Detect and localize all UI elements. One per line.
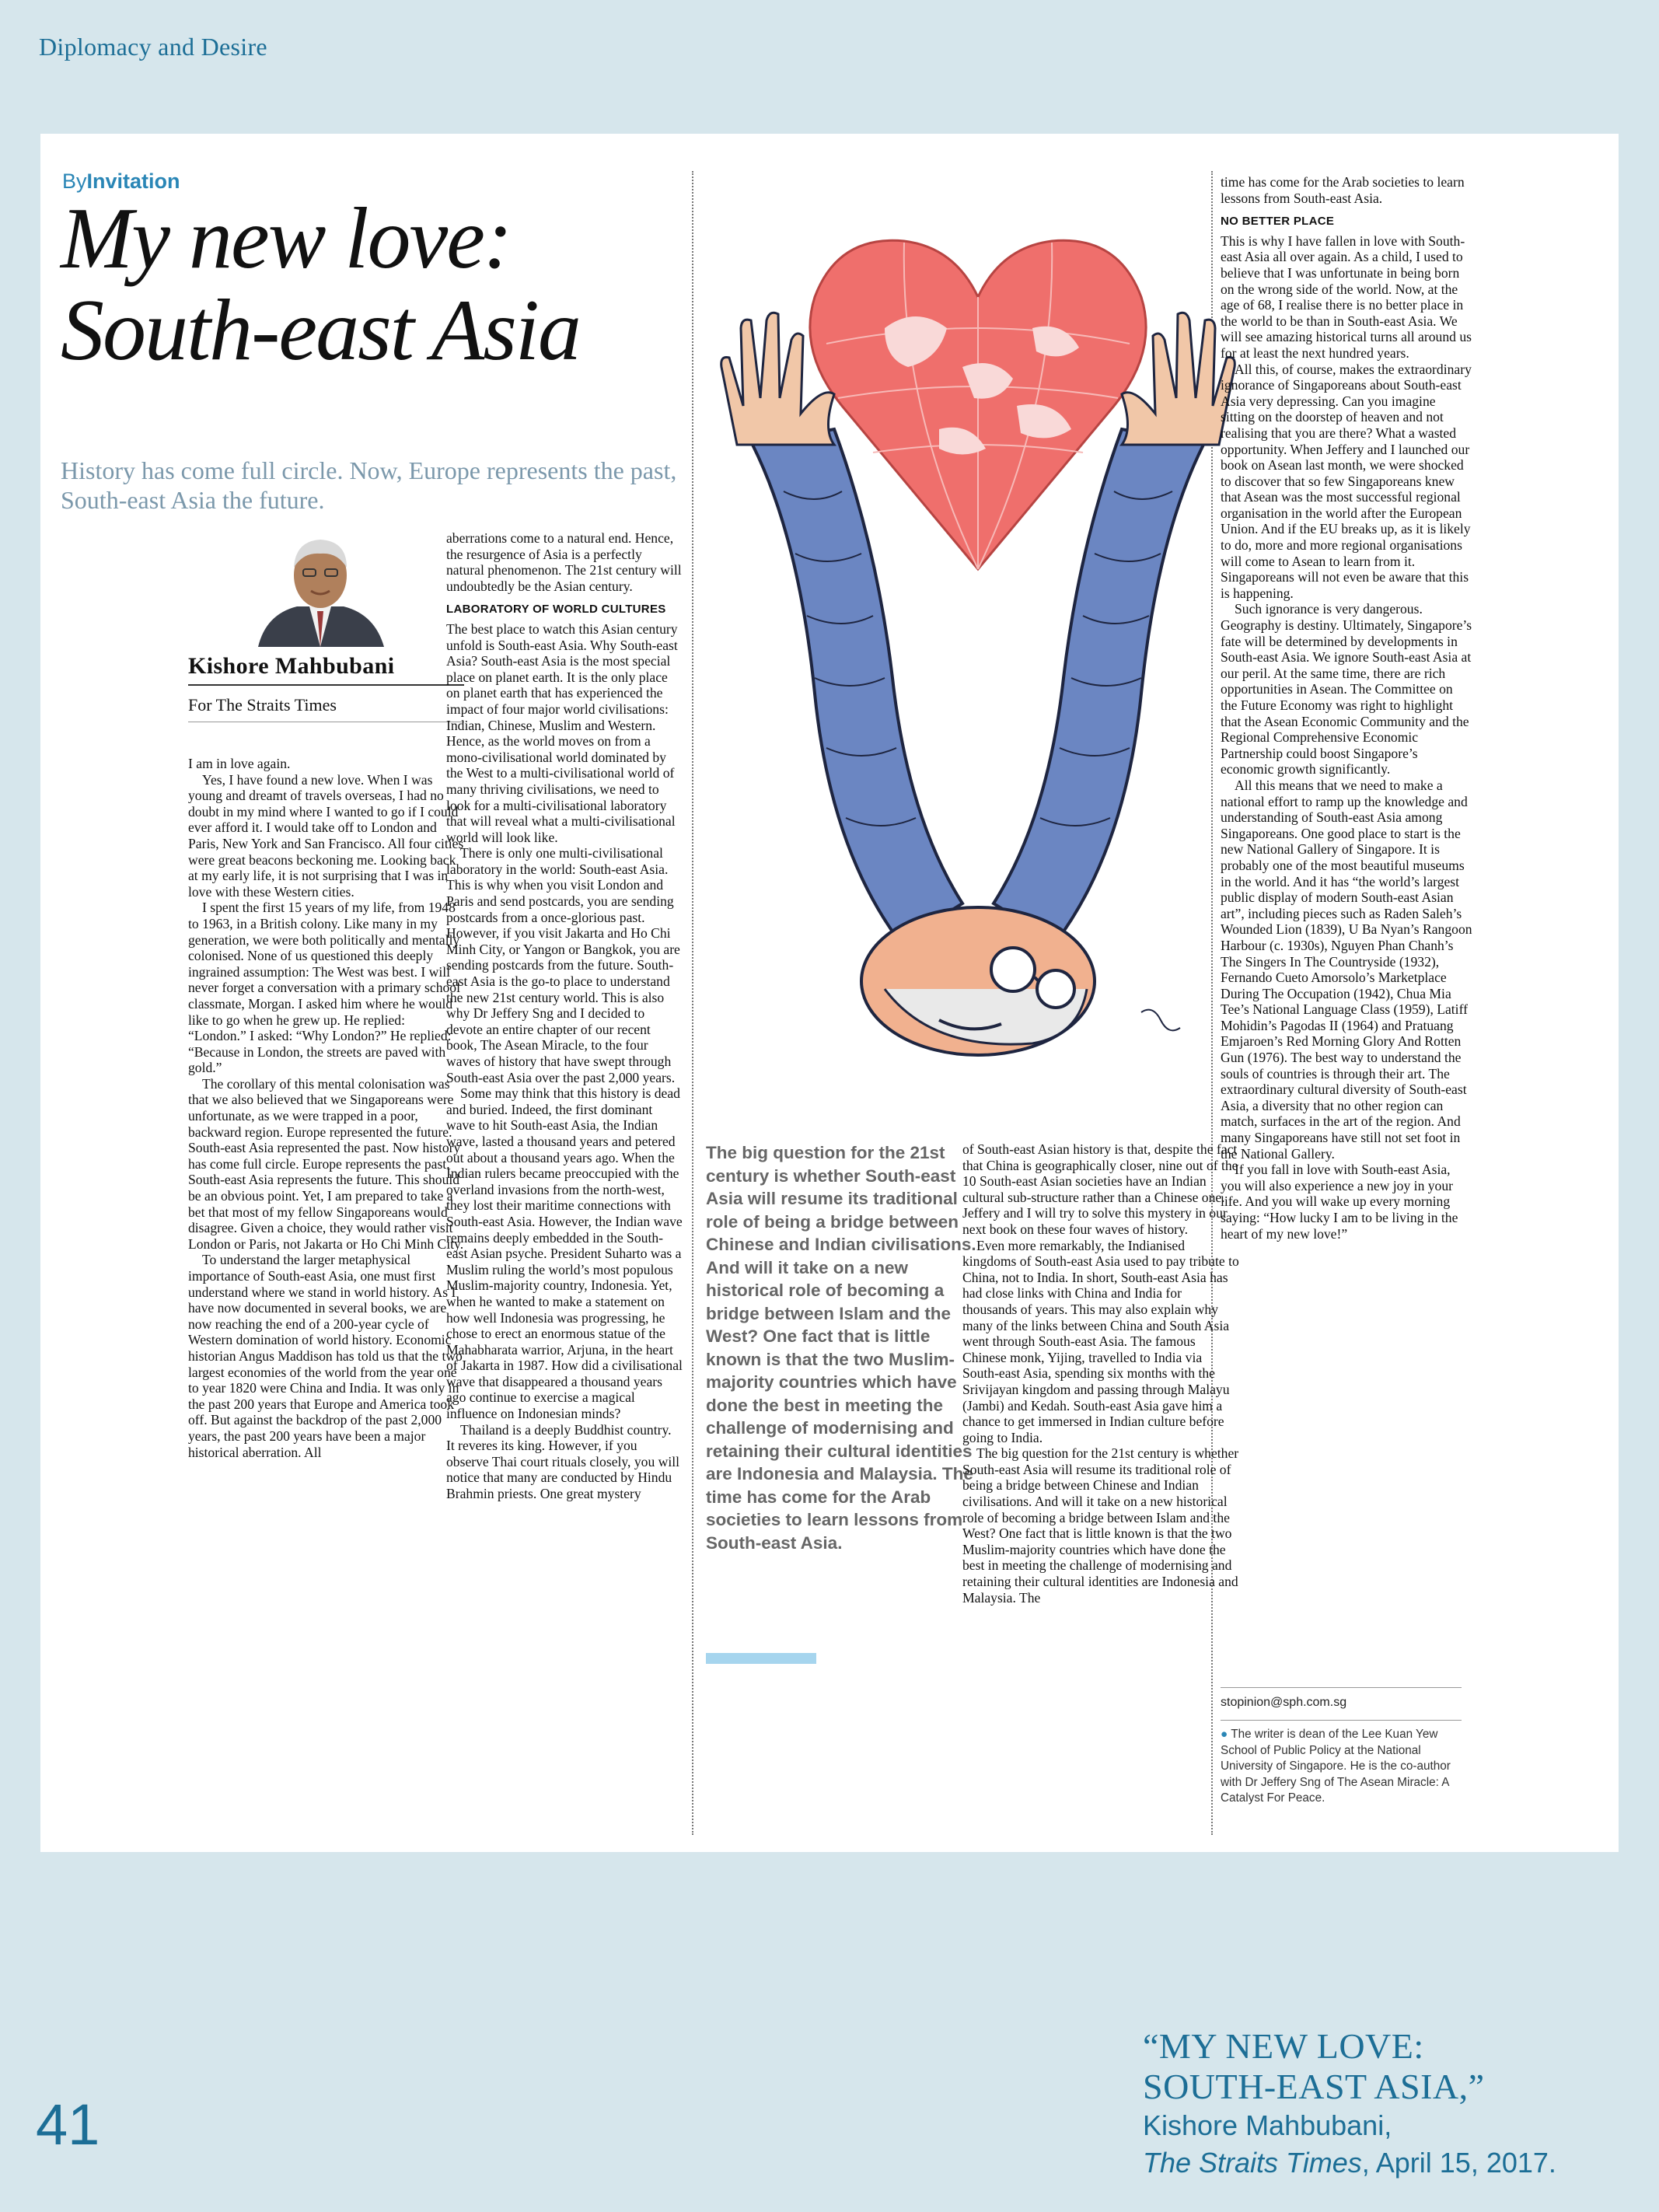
citation-title-line: SOUTH-EAST ASIA,”	[1143, 2067, 1485, 2106]
page-number: 41	[36, 2092, 100, 2157]
paragraph: Thailand is a deeply Buddhist country. It reveres its king. However, if you observe Thai court rituals closely, you will notice that many are conducted by Hindu Brahmin priests. One great mystery	[446, 1421, 680, 1502]
pull-quote: The big question for the 21st century is whether South-east Asia will resume its traditional role of being a bridge between Chinese and Indian civilisations. And will it take on a new historical role of becoming a bridge between Islam and the West? One fact that is little known is that the two Muslim-majority countries which have done the best in meeting the challenge of modernising and retaining their cultural identities are Indonesia and Malaysia. The time has come for the Arab societies to learn lessons from South-east Asia.	[706, 1143, 976, 1553]
author-name: Kishore Mahbubani	[188, 653, 464, 686]
author-affiliation: For The Straits Times	[188, 695, 464, 722]
author-note-text: The writer is dean of the Lee Kuan Yew School of Public Policy at the National University of Singapore. He is the co-author with Dr Jeffery Sng of The Asean Miracle: A Catalyst For Peace.	[1221, 1728, 1451, 1805]
subhead: LABORATORY OF WORLD CULTURES	[446, 603, 666, 617]
paragraph: of South-east Asian history is that, despite the fact that China is geographically closer, nine out of the 10 South-east Asian societies have an Indian cultural sub-structure rather than a Chinese one. Jeffery and I will try to solve this mystery in our next book on these four waves of history.	[962, 1141, 1238, 1237]
paragraph: All this, of course, makes the extraordinary ignorance of Singaporeans about South-east Asia very depressing. Can you imagine sitting on the doorstep of heaven and not realising that you are there? What a wasted opportunity. When Jeffery and I launched our book on Asean last month, we were shocked to discover that so few Singaporeans knew that Asean was the most successful regional organisation in the world after the European Union. And if the EU breaks up, as it is likely to do, more and more regional organisations will come to Asean to learn from it. Singaporeans will not even be aware that this is happening.	[1221, 361, 1472, 601]
byline-tag-by: By	[62, 169, 87, 193]
citation	[1143, 2026, 1648, 2182]
paragraph: aberrations come to a natural end. Hence, the resurgence of Asia is a perfectly natural phenomenon. The 21st century will undoubtedly be the Asian century.	[446, 530, 682, 594]
citation-author: Kishore Mahbubani,	[1143, 2109, 1392, 2141]
heart-globe-cartoon	[706, 211, 1250, 1129]
citation-source	[1143, 2144, 1648, 2182]
contact-email: stopinion@sph.com.sg	[1221, 1687, 1462, 1710]
paragraph: If you fall in love with South-east Asia, you will also experience a new joy in your life. And you will wake up every morning saying: “How lucky I am to be living in the heart of my new love!”	[1221, 1162, 1458, 1242]
article-clipping	[40, 134, 1619, 1852]
subhead: NO BETTER PLACE	[1221, 215, 1335, 229]
text-column-3	[962, 1141, 1239, 1606]
paragraph: The big question for the 21st century is whether South-east Asia will resume its traditional role of being a bridge between Chinese and Indian civilisations. And will it take on a new historical role of becoming a bridge between Islam and the West? One fact that is little known is that the two Muslim-majority countries which have done the best in meeting the challenge of modernising and retaining their cultural identities are Indonesia and Malaysia. The	[962, 1445, 1239, 1606]
author-photo	[250, 530, 390, 647]
paragraph: All this means that we need to make a national effort to ramp up the knowledge and understanding of South-east Asia among Singaporeans. One good place to start is the new National Gallery of Singapore. It is probably one of the most beautiful museums in the world. And it has “the world’s largest public display of modern South-east Asian art”, including pieces such as Raden Saleh’s Wounded Lion (1839), U Ba Nyan’s Rangoon Harbour (c. 1930s), Nguyen Phan Chanh’s The Singers In The Countryside (1932), Fernando Cueto Amorsolo’s Marketplace During The Occupation (1942), Chua Mia Tee’s National Language Class (1959), Latiff Mohidin’s Pagodas II (1964) and Pratuang Emjaroen’s Red Morning Glory And Rotten Gun (1976). The best way to understand the souls of countries is through their art. The extraordinary cultural diversity of South-east Asia, a diversity that no other region can match, surfaces in the art of the region. And many Singaporeans have still not set foot in the National Gallery.	[1221, 777, 1472, 1162]
deck: History has come full circle. Now, Europe represents the past, South-east Asia the future.	[61, 456, 677, 514]
paragraph: The corollary of this mental colonisation was that we also believed that we Singaporeans were unfortunate, as we were trapped in a poor, backward region. Europe represented the future. South-east Asia represented the past. Now history has come full circle. Europe represents the past. South-east Asia represents the future. This should be an obvious point. Yet, I am prepared to take a bet that most of my fellow Singaporeans would disagree. Given a choice, they would rather visit London or Paris, not Jakarta or Ho Chi Minh City.	[188, 1075, 464, 1252]
paragraph: Yes, I have found a new love. When I was young and dreamt of travels overseas, I had no doubt in my mind where I wanted to go if I could ever afford it. I would take off to London and Paris, New York and San Francisco. All four cities were great beacons beckoning me. Looking back at my early life, it is not surprising that I was in love with these Western cities.	[188, 771, 464, 900]
column-rule	[692, 171, 693, 1835]
bullet-dot-icon: ●	[1221, 1728, 1228, 1741]
paragraph: Such ignorance is very dangerous. Geography is destiny. Ultimately, Singapore’s fate will be determined by developments in South-east Asia. We ignore South-east Asia at our peril. At the same time, there are rich opportunities in Asean. The Committee on the Future Economy was right to highlight that the Asean Economic Community and the Regional Comprehensive Economic Partnership could boost Singapore’s economic growth significantly.	[1221, 601, 1472, 778]
paragraph: time has come for the Arab societies to learn lessons from South-east Asia.	[1221, 174, 1465, 206]
pull-quote-accent-bar	[706, 1653, 816, 1664]
paragraph: Some may think that this history is dead and buried. Indeed, the first dominant wave to hit South-east Asia, the Indian wave, lasted a thousand years and petered out about a thousand years ago. When the Indian rulers became preoccupied with the overland invasions from the north-west, they lost their maritime connections with South-east Asia. However, the Indian wave remains deeply embedded in the South-east Asian psyche. President Suharto was a Muslim ruling the world’s most populous Muslim-majority country, Indonesia. Yet, when he wanted to make a statement on how well Indonesia was progressing, he chose to erect an enormous statue of the Mahabharata warrior, Arjuna, in the heart of Jakarta in 1987. How did a civilisational wave that disappeared a thousand years ago continue to exercise a magical influence on Indonesian minds?	[446, 1085, 683, 1422]
headline	[61, 190, 714, 379]
paragraph: Even more remarkably, the Indianised kingdoms of South-east Asia used to pay tribute to China, not to India. In short, South-east Asia has had close links with China and India for thousands of years. This may also explain why many of the links between China and South Asia went through South-east Asia. The famous Chinese monk, Yijing, travelled to India via South-east Asia, spending six months with the Srivijayan kingdom and passing through Malayu (Jambi) and Kedah. South-east Asia gave him a chance to get immersed in Indian culture before going to India.	[962, 1237, 1239, 1445]
running-head: Diplomacy and Desire	[39, 33, 267, 61]
citation-title-line: “MY NEW LOVE:	[1143, 2026, 1424, 2066]
paragraph: I am in love again.	[188, 756, 291, 771]
paragraph: There is only one multi-civilisational laboratory in the world: South-east Asia. This is why when you visit London and Paris and send postcards, you are sending postcards from a once-glorious past. However, if you visit Jakarta and Ho Chi Minh City, or Yangon or Bangkok, you are sending postcards from the future. South-east Asia is the go-to place to understand the new 21st century world. This is also why Dr Jeffery Sng and I decided to devote an entire chapter of our recent book, The Asean Miracle, to the four waves of history that have swept through South-east Asia over the past 2,000 years.	[446, 845, 680, 1085]
text-column-4	[1221, 174, 1472, 1242]
paragraph: The best place to watch this Asian century unfold is South-east Asia. Why South-east Asia? South-east Asia is the most special place on planet earth. It is the only place on planet earth that has experienced the impact of four major world civilisations: Indian, Chinese, Muslim and Western. Hence, as the world moves on from a mono-civilisational world dominated by the West to a multi-civilisational world of many thriving civilisations, we need to look for a multi-civilisational laboratory that will reveal what a multi-civilisational world will look like.	[446, 620, 678, 845]
text-column-1	[188, 756, 465, 1460]
paragraph: To understand the larger metaphysical importance of South-east Asia, one must first understand where we stand in world history. As I have now documented in several books, we are now reaching the end of a 200-year cycle of Western domination of world history. Economic historian Angus Maddison has told us that the two largest economies of the world from the year one to year 1820 were China and India. It was only in the past 200 years that Europe and America took off. But against the backdrop of the past 2,000 years, the past 200 years have been a major historical aberration. All	[188, 1252, 463, 1460]
text-column-2	[446, 530, 683, 1502]
headline-line: South-east Asia	[61, 282, 580, 379]
citation-publication: The Straits Times	[1143, 2147, 1362, 2179]
author-note	[1221, 1720, 1462, 1807]
citation-date: , April 15, 2017.	[1361, 2147, 1556, 2179]
byline-tag-invitation: Invitation	[86, 169, 180, 193]
paragraph: I spent the first 15 years of my life, from 1948 to 1963, in a British colony. Like many in my generation, we were both politically and mentally colonised. None of us questioned this deeply ingrained assumption: The West was best. I will never forget a conversation with a primary school classmate, Morgan. I asked him where he would like to go when he grew up. He replied: “London.” I asked: “Why London?” He replied: “Because in London, the streets are paved with gold.”	[188, 900, 460, 1076]
paragraph: This is why I have fallen in love with South-east Asia all over again. As a child, I used to believe that I was unfortunate in being born on the wrong side of the world. Now, at the age of 68, I realise there is no better place in the world to be than in South-east Asia. We will see amazing historical turns all around us for at least the next hundred years.	[1221, 232, 1472, 361]
citation-title	[1143, 2026, 1648, 2107]
headline-line: My new love:	[61, 190, 512, 287]
